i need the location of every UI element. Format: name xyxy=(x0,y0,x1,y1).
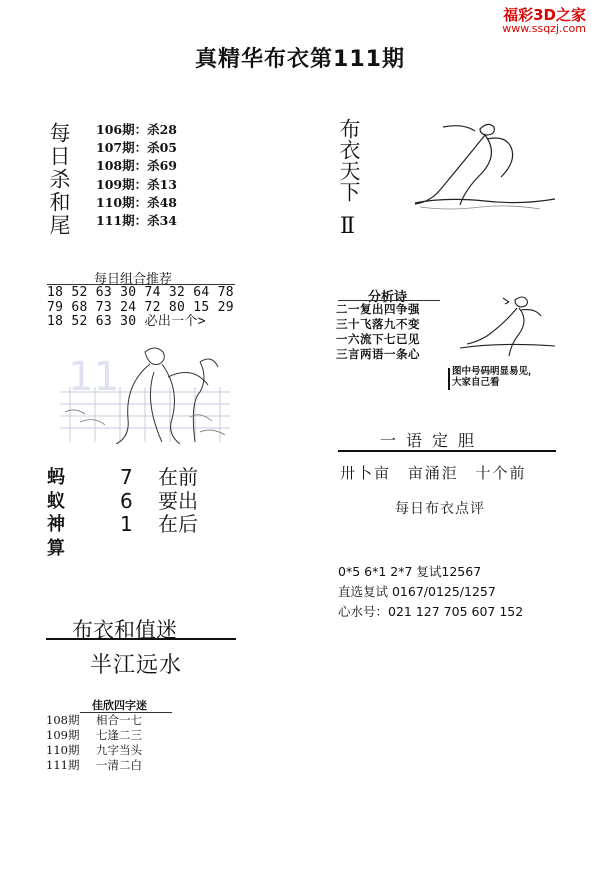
ink-figure-small-illustration xyxy=(455,290,560,360)
poem-line: 三十飞落九不变 xyxy=(336,317,420,331)
ant-label: 蚂 蚁 神 算 xyxy=(47,467,65,559)
poem-note: 图中号码明显易见， 大家自己看 xyxy=(452,366,538,388)
kill-row: 110期：杀48 xyxy=(96,194,177,210)
daily-review-title: 每日布衣点评 xyxy=(395,501,485,517)
four-char-title: 佳欣四字迷 xyxy=(92,699,147,712)
ant-row: 7 在前 xyxy=(120,465,198,489)
one-word-divider xyxy=(338,450,556,452)
four-char-row: 111期 一清二白 xyxy=(46,758,142,772)
review-row: 心水号：021 127 705 607 152 xyxy=(338,604,524,619)
poem-line: 一六流下七已见 xyxy=(336,332,420,346)
four-char-row: 108期 相合一七 xyxy=(46,713,142,727)
poem-line: 三言两语一条心 xyxy=(336,347,420,361)
value-riddle-divider xyxy=(46,638,236,640)
svg-text:11: 11 xyxy=(68,354,119,400)
daily-kill-list xyxy=(96,121,177,230)
poem-title: 分析诗 xyxy=(368,290,408,305)
daily-review-list xyxy=(338,562,523,622)
value-riddle-title: 布衣和值迷 xyxy=(72,618,177,642)
combo-rows xyxy=(47,286,234,330)
review-row: 0*5 6*1 2*7 复试12567 xyxy=(338,564,482,579)
poem-line: 二一复出四争强 xyxy=(336,302,420,316)
daily-kill-label: 每日杀和尾 xyxy=(47,122,71,237)
ant-list xyxy=(120,466,198,537)
bu-yi-tian-xia-title: 布衣天下 xyxy=(337,118,361,202)
poem-divider xyxy=(338,300,440,301)
scholar-illustration xyxy=(50,332,238,444)
kill-row: 107期：杀05 xyxy=(96,140,177,156)
combo-row: 79 68 73 24 72 80 15 29 xyxy=(47,299,234,315)
watermark-site-name: 福彩3D之家 xyxy=(503,6,586,24)
ink-figure-illustration xyxy=(405,115,563,217)
kill-row: 106期：杀28 xyxy=(96,122,177,137)
four-char-list xyxy=(46,713,142,773)
kill-row: 111期：杀34 xyxy=(96,213,177,229)
kill-row: 109期：杀13 xyxy=(96,176,177,192)
four-char-row: 110期 九字当头 xyxy=(46,743,142,757)
watermark-url: www.ssqzj.com xyxy=(502,22,586,35)
one-word-text: 卅卜亩 亩涌洰 十个前 xyxy=(340,464,527,482)
combo-row: 18 52 63 30 74 32 64 78 xyxy=(47,285,234,300)
ant-row: 1 在后 xyxy=(120,512,198,536)
bu-yi-tian-xia-numeral: Ⅱ xyxy=(340,214,355,239)
page-title: 真精华布衣第111期 xyxy=(195,47,405,72)
value-riddle-answer: 半江远水 xyxy=(90,653,183,678)
ant-row: 6 要出 xyxy=(120,488,198,513)
kill-row: 108期：杀69 xyxy=(96,158,177,174)
one-word-title: 一语定胆 xyxy=(380,431,485,450)
combo-title: 每日组合推荐 xyxy=(94,272,173,287)
four-char-row: 109期 七逢二三 xyxy=(46,728,142,742)
poem-lines xyxy=(336,302,420,362)
combo-row: 18 52 63 30 必出一个> xyxy=(47,314,206,329)
review-row: 直选复试 0167/0125/1257 xyxy=(338,584,496,599)
